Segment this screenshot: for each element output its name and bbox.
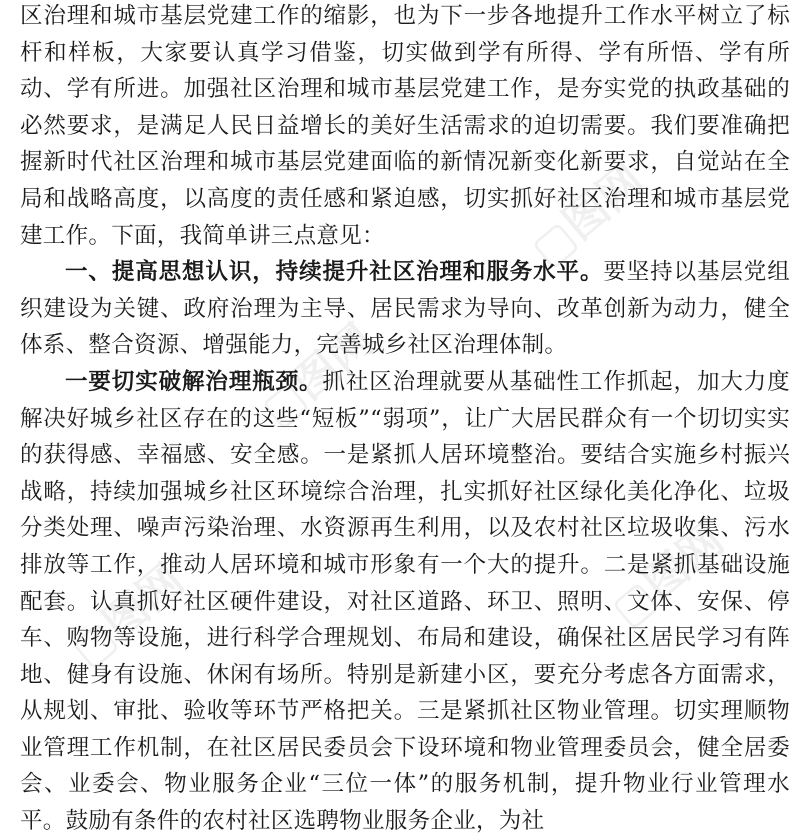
- paragraph-intro: [20, 0, 790, 254]
- document-body: [20, 0, 790, 840]
- watermark-stamp: ▢图网: [521, 154, 654, 277]
- paragraph-text: 抓社区治理就要从基础性工作抓起，加大力度解决好城乡社区存在的这些“短板”“弱项”，让广大居民群众有一个切切实实的获得感、幸福感、安全感。一是紧抓人居环境整治。要结合实施乡村振兴战略，持续加强城乡社区环境综合治理，扎实抓好社区绿化美化净化、垃圾分类处理、噪声污染治理、水资源再生利用，以及农村社区垃圾收集、污水排放等工作，推动人居环境和城市形象有一个大的提升。二是紧抓基础设施配套。认真抓好社区硬件建设，对社区道路、环卫、照明、文体、安保、停车、购物等设施，进行科学合理规划、布局和建设，确保社区居民学习有阵地、健身有设施、休闲有场所。特别是新建小区，要充分考虑各方面需求，从规划、审批、验收等环节严格把关。三是紧抓社区物业管理。切实理顺物业管理工作机制，在社区居民委员会下设环境和物业管理委员会，健全居委会、业委会、物业服务企业“三位一体”的服务机制，提升物业行业管理水平。鼓励有条件的农村社区选聘物业服务企业，为社: [20, 368, 790, 835]
- watermark-stamp: ▢图网: [61, 554, 194, 677]
- section-heading: 一、提高思想认识，持续提升社区治理和服务水平。: [65, 259, 604, 286]
- paragraph-text: 区治理和城市基层党建工作的缩影，也为下一步各地提升工作水平树立了标杆和样板，大家要认真学习借鉴，切实做到学有所得、学有所悟、学有所动、学有所进。加强社区治理和城市基层党建工作，是夯实党的执政基础的必然要求，是满足人民日益增长的美好生活需求的迫切需要。我们要准确把握新时代社区治理和城市基层党建面临的新情况新变化新要求，自觉站在全局和战略高度，以高度的责任感和紧迫感，切实抓好社区治理和城市基层党建工作。下面，我简单讲三点意见：: [20, 3, 790, 249]
- watermark-stamp: ▢图网: [601, 514, 734, 637]
- paragraph-text: 要坚持以基层党组织建设为关键、政府治理为主导、居民需求为导向、改革创新为动力，健全体系、整合资源、增强能力，完善城乡社区治理体制。: [20, 259, 791, 359]
- paragraph-subsection-one: [20, 364, 790, 840]
- subsection-heading: 一要切实破解治理瓶颈。: [65, 368, 323, 395]
- paragraph-section-one: [20, 254, 790, 364]
- watermark-stamp: ▢图网: [251, 314, 384, 437]
